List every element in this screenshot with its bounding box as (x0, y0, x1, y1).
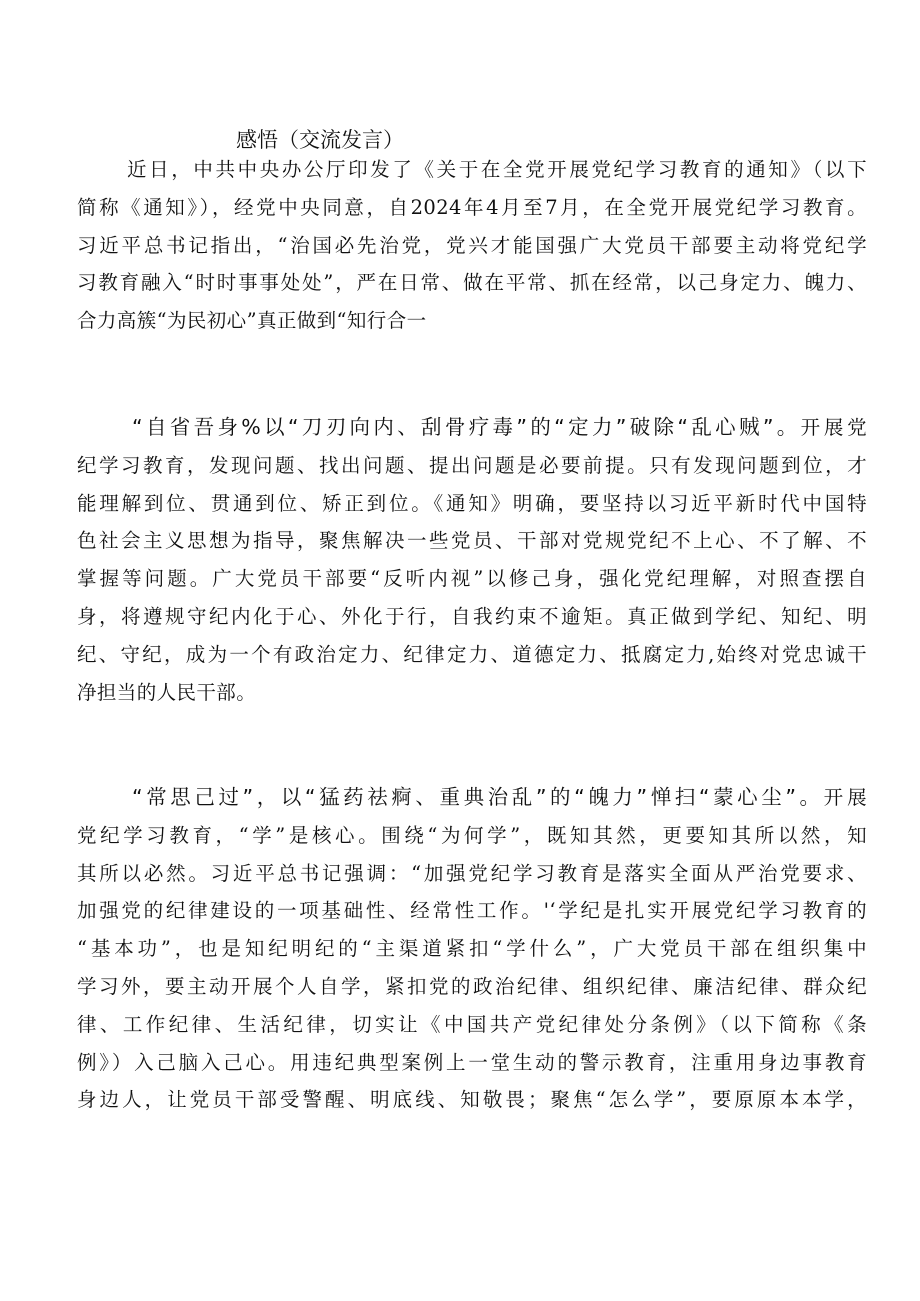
document-title: 感悟（交流发言） (236, 128, 404, 152)
paragraph-line: 净担当的人民干部。 (77, 680, 257, 704)
paragraph-line-rest: 开展 (823, 786, 867, 809)
paragraph-line: 加强党的纪律建设的一项基础性、经常性工作。'‘学纪是扎实开展党纪学习教育的 (77, 899, 867, 923)
paragraph-line: 色社会主义思想为指导，聚焦解决一些党员、干部对党规党纪不上心、不了解、不 (77, 529, 867, 553)
paragraph-line: 合力高簇“为民初心”真正做到“知行合一 (77, 309, 427, 333)
paragraph-line: 学习外，要主动开展个人自学，紧扣党的政治纪律、组织纪律、廉洁纪律、群众纪 (77, 974, 867, 998)
paragraph-line: 习近平总书记指出，“治国必先治党，党兴才能国强广大党员干部要主动将党纪学 (77, 233, 867, 257)
paragraph-line: “基本功”，也是知纪明纪的“主渠道紧扣“学什么”，广大党员干部在组织集中 (77, 937, 867, 961)
paragraph-line: 习教育融入“时时事事处处”，严在日常、做在平常、抓在经常，以己身定力、魄力、 (77, 271, 867, 295)
paragraph-line: 其所以必然。习近平总书记强调：“加强党纪学习教育是落实全面从严治党要求、 (77, 861, 867, 885)
paragraph-lead: “常思己过”，以“猛药祛痾、重典治乱”的“魄力”惮扫“蒙心尘”。 (132, 785, 824, 809)
paragraph-1 (77, 151, 867, 340)
paragraph-line: 纪学习教育，发现问题、找出问题、提出问题是必要前提。只有发现问题到位，才 (77, 453, 867, 477)
paragraph-line: 例》）入己脑入己心。用违纪典型案例上一堂生动的警示教育，注重用身边事教育 (77, 1050, 867, 1074)
paragraph-3 (77, 779, 867, 1119)
paragraph-line: 身，将遵规守纪内化于心、外化于行，自我约束不逾矩。真正做到学纪、知纪、明 (77, 604, 867, 628)
paragraph-line: 身边人，让党员干部受警醒、明底线、知敬畏；聚焦“怎么学”，要原原本本学， (77, 1088, 867, 1112)
paragraph-2 (77, 409, 867, 711)
paragraph-line-rest: 开展党 (800, 416, 867, 439)
paragraph-line: 党纪学习教育，“学”是核心。围绕“为何学”，既知其然，更要知其所以然，知 (77, 823, 867, 847)
paragraph-line: 能理解到位、贯通到位、矫正到位。《通知》明确，要坚持以习近平新时代中国特 (77, 491, 867, 515)
paragraph-line: 纪、守纪，成为一个有政治定力、纪律定力、道德定力、抵腐定力,始终对党忠诚干 (77, 642, 867, 666)
paragraph-line: 律、工作纪律、生活纪律，切实让《中国共产党纪律处分条例》（以下简称《条 (77, 1012, 867, 1036)
paragraph-line: 掌握等问题。广大党员干部要“反听内视”以修己身，强化党纪理解，对照查摆自 (77, 567, 867, 591)
paragraph-line: 简称《通知》），经党中央同意，自2024年4月至7月，在全党开展党纪学习教育。 (77, 195, 867, 219)
paragraph-line (77, 779, 867, 817)
paragraph-line: 近日，中共中央办公厅印发了《关于在全党开展党纪学习教育的通知》（以下 (127, 158, 867, 181)
paragraph-lead: “自省吾身%以“刀刃向内、刮骨疗毒”的“定力”破除“乱心贼”。 (132, 415, 801, 439)
paragraph-line (77, 409, 867, 447)
